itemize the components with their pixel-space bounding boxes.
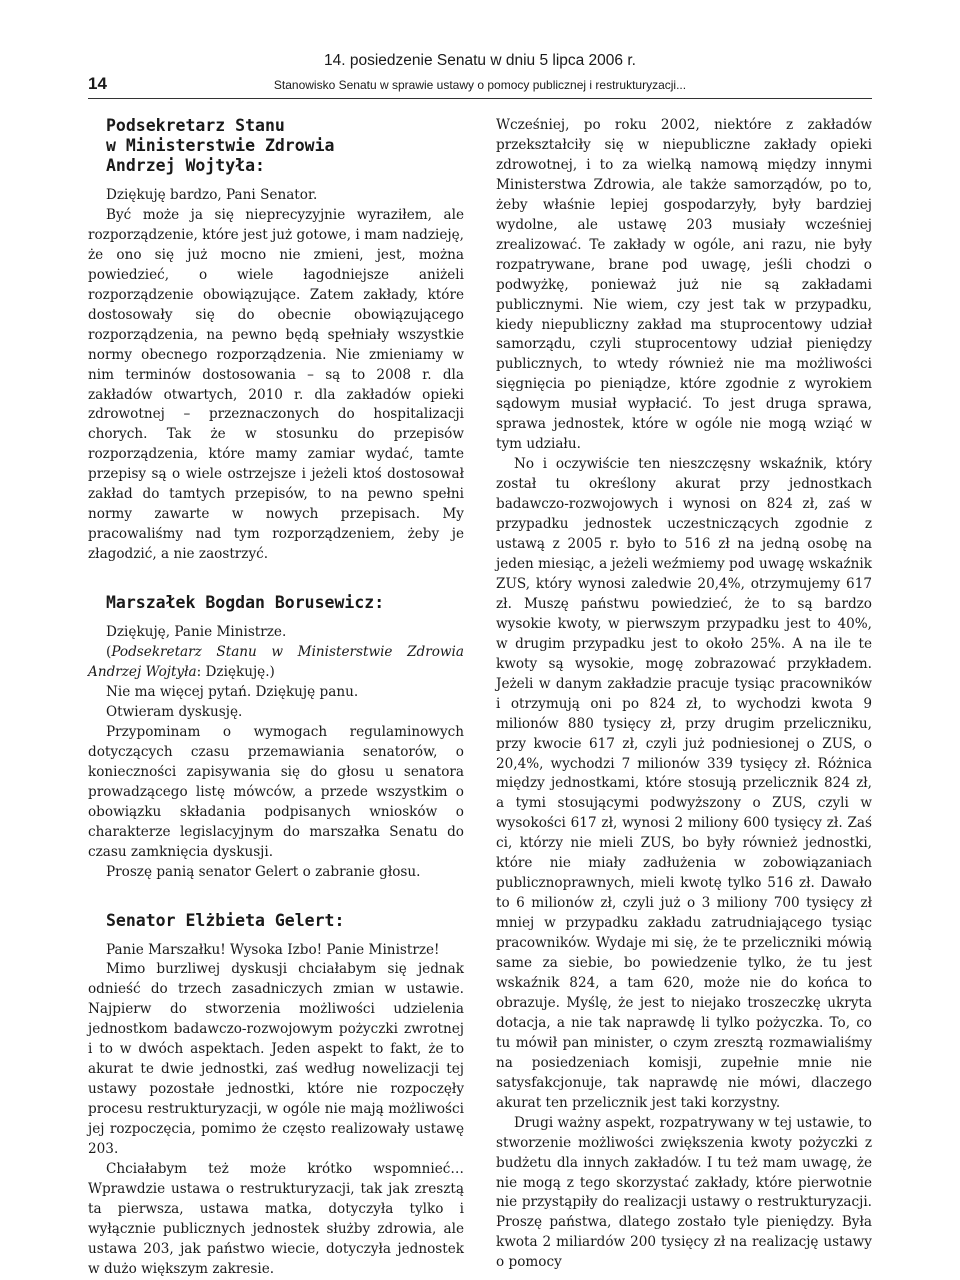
speaker-line: Podsekretarz Stanu	[106, 116, 285, 135]
paragraph-remark	[88, 643, 464, 683]
header-subtitle: Stanowisko Senatu w sprawie ustawy o pomocy publicznej i restrukturyzacji...	[273, 78, 687, 92]
speaker-line: Andrzej Wojtyła:	[106, 156, 265, 175]
speaker-line: w Ministerstwie Zdrowia	[106, 136, 335, 155]
page-number: 14	[88, 74, 107, 93]
speaker-heading-wojtyla	[106, 116, 464, 176]
speaker-heading-gelert: Senator Elżbieta Gelert:	[106, 910, 345, 930]
paragraph: Mimo burzliwej dyskusji chciałabym się jednak odnieść do trzech zasadniczych zmian w ustawie. Najpierw do stworzenia możliwości udzielenia jednostkom badawczo-rozwojowym pożyczki zwrotnej i to w dwóch aspektach. Jeden aspekt to fakt, że to akurat te dwie jednostki, zaś według nowelizacji tej ustawy pozostałe jednostki, które nie rozpoczęły procesu restrukturyzacji, w ogóle nie mają możliwości jej rozpoczęcia, pomimo że często realizowały ustawę 203.	[88, 961, 464, 1158]
paragraph: Nie ma więcej pytań. Dziękuję panu.	[106, 683, 359, 700]
paragraph: Być może ja się nieprecyzyjnie wyraziłem, ale rozporządzenie, które jest już gotowe, i mam nadzieję, że ono się już mocno nie zmieni, jest, można powiedzieć, o wiele łagodniejsze aniżeli rozporządzenie obowiązujące. Zatem zakłady, które dostosowały się do obecnie obowiązującego rozporządzenia, na pewno będą spełniały wszystkie normy obecnego rozporządzenia. Nie zmieniamy w nim terminów dostosowania – są to 2008 r. dla zakładów otwartych, 2010 r. dla zakładów opieki zdrowotnej – przeznaczonych do hospitalizacji chorych. Tak że w stosunku do przepisów rozporządzenia, które mamy zamiar wydać, tamte przepisy są o wiele ostrzejsze i jeżeli ktoś dostosował zakład do tamtych przepisów, to na pewno spełni normy zawarte w nowych przepisach. My pracowaliśmy nad tym rozporządzeniem, żeby je złagodzić, a nie zaostrzyć.	[88, 206, 464, 563]
paragraph: No i oczywiście ten nieszczęsny wskaźnik, który został tu określony akurat przy jednostkach badawczo-rozwojowych i wynosi on 824 zł, zaś w przypadku jednostek uczestniczących zgodnie z ustawą z 2005 r. było to 516 zł na jedną osobę na jeden miesiąc, a jeżeli weźmiemy pod uwagę wskaźnik ZUS, który wynosi zaledwie 20,4%, otrzymujemy 617 zł. Muszę państwu powiedzieć, że to są bardzo wysokie kwoty, w pierwszym przypadku jest to 40%, w drugim przypadku jest to około 25%. A na ile te kwoty są wysokie, mogę zobrazować przykładem. Jeżeli w danym zakładzie pracuje tysiąc pracowników i otrzymują oni po 824 zł, to wychodzi kwota 9 milionów 880 tysięcy zł, przy drugim przeliczniku, przy kwocie 617 zł, czyli już podniesionej o ZUS, o 20,4%, wychodzi 7 milionów 339 tysięcy zł. Różnica między jednostkami, które stosują przelicznik 824 zł, a tymi stosującymi podwyższony o ZUS, czyli w wysokości 617 zł, wynosi 2 miliony 600 tysięcy zł. Zaś ci, którzy nie mieli ZUS, bo były również jednostki, które nie miały zadłużenia w zobowiązaniach publicznoprawnych, mieli kwotę tylko 516 zł. Dawało to 6 milionów zł, czyli już o 3 miliony 700 tysięcy zł mniej w przypadku zakładu zatrudniającego tysiąc pracowników. Wydaje mi się, że te przeliczniki mówią same za siebie, bo powiedzenie tylko, że tu jest wskaźnik 824, a tam 620, może nie do końca to obrazuje. Myślę, że jest to niejako troszeczkę ukryta dotacja, a nie tak naprawdę li tylko pożyczka. To, co tu mówił pan minister, o czym zresztą rozmawialiśmy na posiedzeniach komisji, zupełnie mnie nie satysfakcjonuje, tak naprawdę nie mówi, dlaczego akurat ten przelicznik jest taki korzystny.	[496, 456, 872, 1111]
paragraph: Wcześniej, po roku 2002, niektóre z zakładów przekształciły się w niepubliczne zakłady opieki zdrowotnej, i to za wielką namową między innymi Ministerstwa Zdrowia, ale także samorządów, po to, żeby właśnie lepiej gospodarzyły, były bardziej wydolne, ale ustawę 203 musiały wcześniej zrealizować. Te zakłady w ogóle, ani razu, nie były rozpatrywane, brane pod uwagę, jeśli chodzi o podwyżkę, ponieważ już nie są zakładami publicznymi. Nie wiem, czy jest tak w przypadku, kiedy niepubliczny zakład ma stuprocentowy udział samorządu, czyli stuprocentowy udział pieniędzy publicznych, to wtedy również nie ma możliwości sięgnięcia po pieniądze, które zgodnie z wyrokiem sądowym musiał wypłacić. To jest druga sprawa, sprawa jednostek, które w ogóle nie mogą wziąć w tym udziału.	[496, 117, 872, 453]
section-gap	[88, 565, 464, 593]
paragraph: Przypominam o wymogach regulaminowych dotyczących czasu przemawiania senatorów, o konieczności zapisywania się do głosu u senatora prowadzącego listę mówców, a przede wszystkim o obowiązku składania podpisanych wniosków o charakterze legislacyjnym do marszałka Senatu do czasu zamknięcia dyskusji.	[88, 723, 464, 860]
section-gap	[88, 883, 464, 911]
remark-open: (	[106, 644, 112, 661]
paragraph: Dziękuję, Panie Ministrze.	[106, 624, 287, 641]
remark-speaker: Podsekretarz Stanu w Ministerstwie Zdrowia Andrzej Wojtyła	[88, 644, 464, 681]
paragraph: Panie Marszałku! Wysoka Izbo! Panie Ministrze!	[106, 941, 440, 958]
paragraph: Drugi ważny aspekt, rozpatrywany w tej ustawie, to stworzenie możliwości zwiększenia kwoty pożyczki z budżetu dla innych zakładów. I tu też mam uwagę, że nie mogą z tego skorzystać zakłady, które pierwotnie nie przystąpiły do realizacji ustawy o restrukturyzacji. Proszę państwa, dlatego zostało tyle pieniędzy. Była kwota 2 miliardów 200 tysięcy zł na realizację ustawy o pomocy	[496, 1114, 872, 1271]
paragraph: Otwieram dyskusję.	[106, 703, 243, 720]
running-header	[88, 52, 872, 99]
left-column	[88, 116, 464, 1280]
paragraph: Proszę panią senator Gelert o zabranie głosu.	[106, 863, 421, 880]
remark-text: : Dziękuję.)	[196, 664, 275, 681]
speaker-heading-borusewicz: Marszałek Bogdan Borusewicz:	[106, 593, 385, 613]
paragraph: Dziękuję bardzo, Pani Senator.	[106, 187, 318, 203]
right-column	[496, 116, 872, 1273]
header-title: 14. posiedzenie Senatu w dniu 5 lipca 2006 r.	[324, 52, 636, 69]
paragraph: Chciałabym też może krótko wspomnieć… Wprawdzie ustawa o restrukturyzacji, tak jak zresztą ta pierwsza, ustawa matka, dotyczyła tylko i wyłącznie publicznych jednostek służby zdrowia, ale ustawa 203, jak państwo wiecie, dotyczyła jednostek w dużo większym zakresie.	[88, 1160, 464, 1277]
